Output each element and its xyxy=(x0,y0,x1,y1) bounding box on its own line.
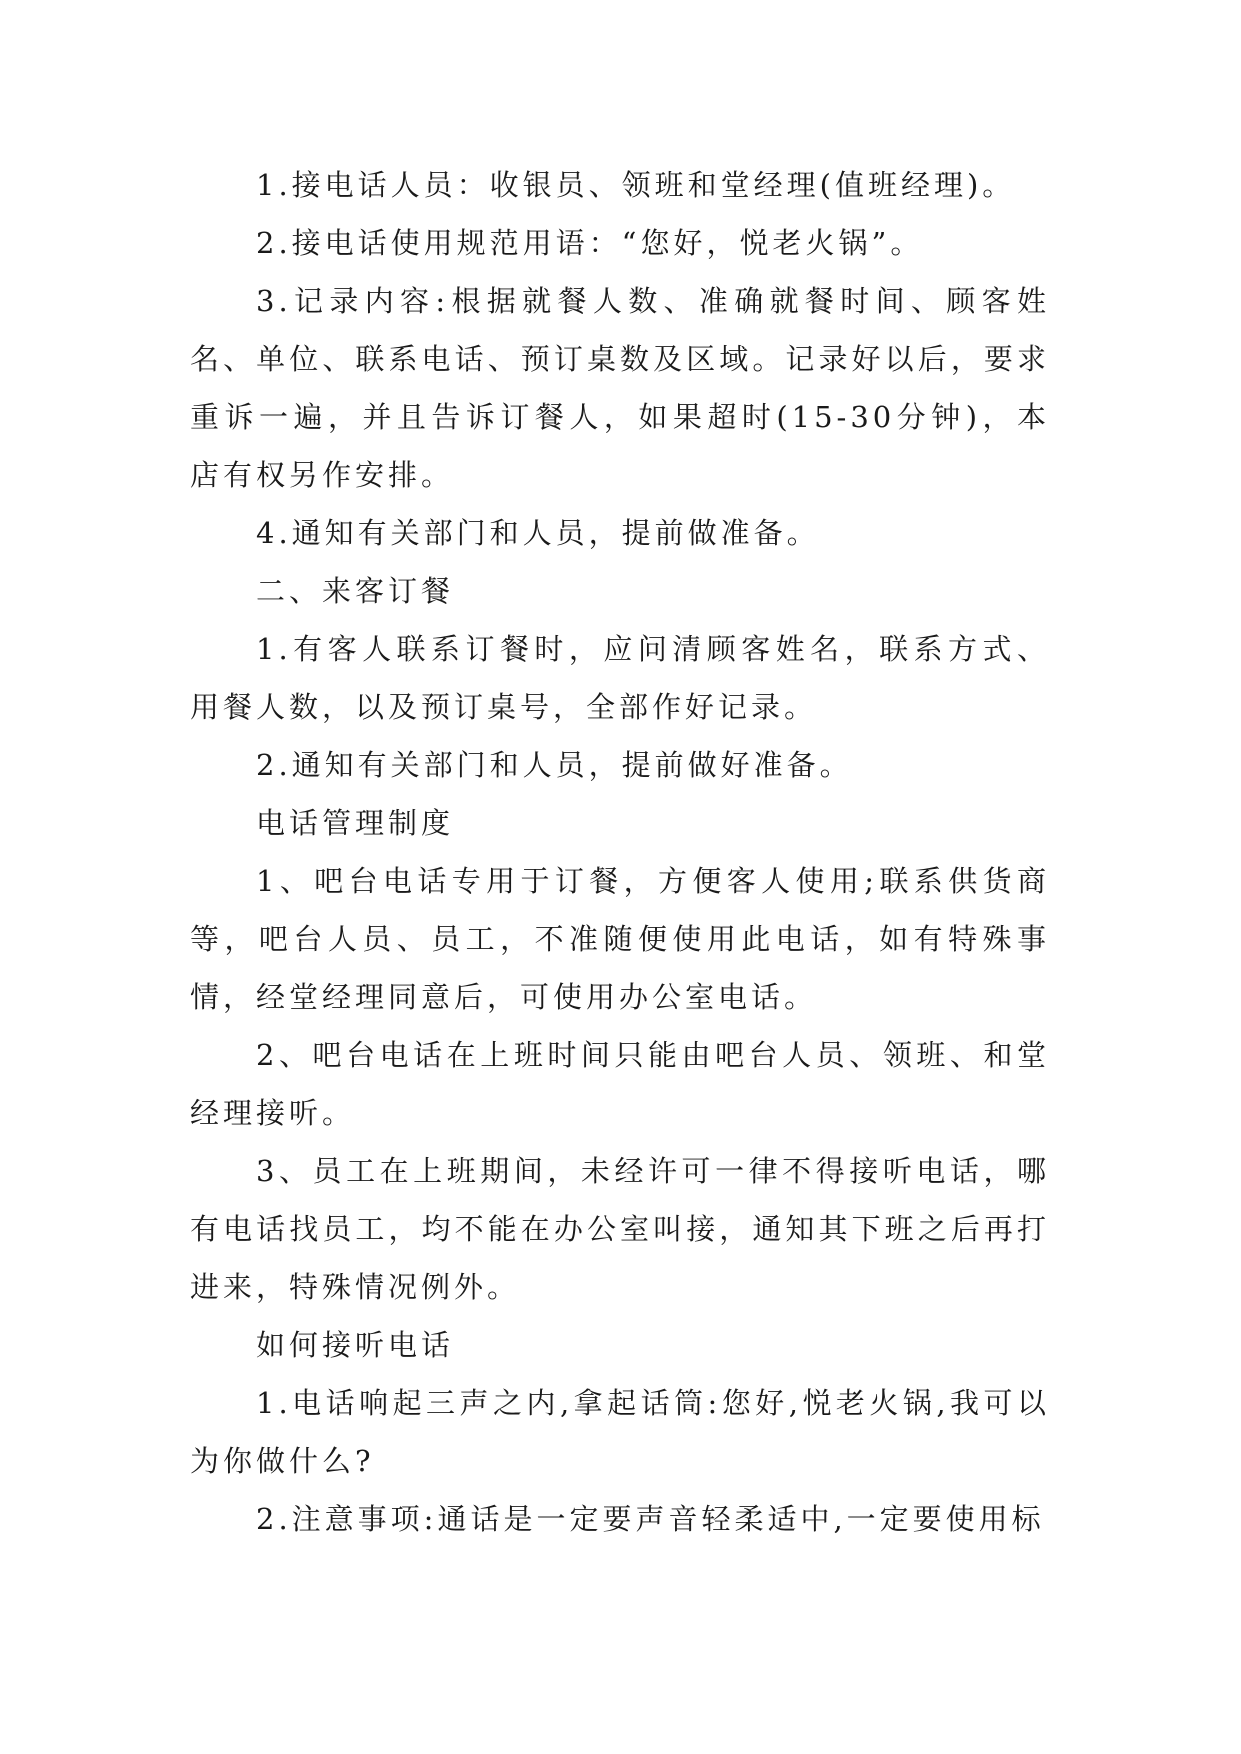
section-heading-walk-in: 二、来客订餐 xyxy=(256,574,455,608)
paragraph-bar-phone-answer: 2、吧台电话在上班时间只能由吧台人员、领班、和堂经理接听。 xyxy=(190,1038,1050,1130)
paragraph-record-content: 3.记录内容:根据就餐人数、准确就餐时间、顾客姓名、单位、联系电话、预订桌数及区域。记录好以后，要求重诉一遍，并且告诉订餐人，如果超时(15-30分钟)，本店有权另作安排。 xyxy=(190,284,1050,492)
paragraph-staff-calls: 3、员工在上班期间，未经许可一律不得接听电话，哪有电话找员工，均不能在办公室叫接，通知其下班之后再打进来，特殊情况例外。 xyxy=(190,1154,1050,1304)
paragraph-bar-phone-use: 1、吧台电话专用于订餐，方便客人使用;联系供货商等，吧台人员、员工，不准随便使用此电话，如有特殊事情，经堂经理同意后，可使用办公室电话。 xyxy=(190,864,1050,1014)
paragraph-answer-within-three-rings: 1.电话响起三声之内,拿起话筒:您好,悦老火锅,我可以为你做什么? xyxy=(190,1386,1050,1478)
document-body xyxy=(190,156,1050,1548)
paragraph-phone-greeting: 2.接电话使用规范用语：“您好，悦老火锅”。 xyxy=(256,226,924,260)
section-heading-answering: 如何接听电话 xyxy=(256,1328,455,1362)
paragraph-walk-in-booking: 1.有客人联系订餐时，应问清顾客姓名，联系方式、用餐人数，以及预订桌号，全部作好记录。 xyxy=(190,632,1050,724)
paragraph-notify-departments: 4.通知有关部门和人员，提前做准备。 xyxy=(256,516,820,550)
paragraph-walk-in-notify: 2.通知有关部门和人员，提前做好准备。 xyxy=(256,748,853,782)
paragraph-phone-staff: 1.接电话人员：收银员、领班和堂经理(值班经理)。 xyxy=(256,168,1016,202)
section-heading-phone-rules: 电话管理制度 xyxy=(256,806,455,840)
paragraph-call-notes: 2.注意事项:通话是一定要声音轻柔适中,一定要使用标 xyxy=(256,1502,1045,1536)
